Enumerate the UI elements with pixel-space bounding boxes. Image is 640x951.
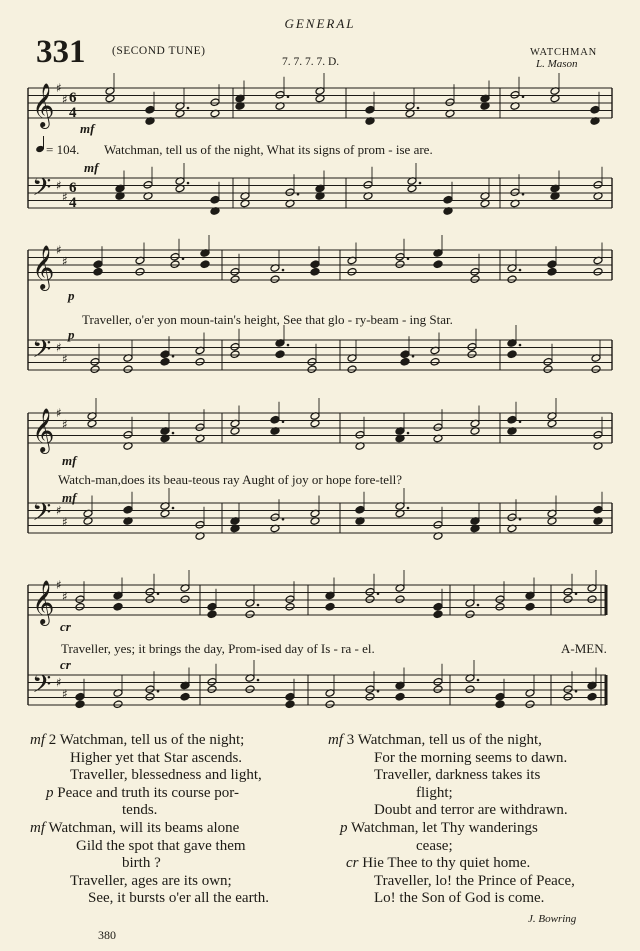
dot-icon <box>172 355 175 358</box>
verse-line <box>328 873 575 891</box>
verse-line-text: Traveller, darkness takes its <box>374 767 541 784</box>
note-head <box>591 365 601 374</box>
note-head <box>365 105 375 114</box>
note-head <box>510 188 520 197</box>
note-head <box>325 602 335 611</box>
treble-staff <box>28 73 612 129</box>
note-head <box>285 692 295 701</box>
verse-dynamic-mark: mf <box>328 732 343 748</box>
sharp-icon: ♯ <box>56 178 62 193</box>
note-head <box>547 267 557 276</box>
dot-icon <box>575 592 578 595</box>
note-head <box>145 595 155 604</box>
verse-dynamic-mark: p <box>340 819 348 836</box>
dot-icon <box>519 420 522 423</box>
note-head <box>433 423 443 432</box>
note-head <box>145 105 155 114</box>
note-head <box>430 357 440 366</box>
verse-line-text: For the morning seems to dawn. <box>374 749 568 766</box>
note-head <box>433 520 443 529</box>
sharp-icon: ♯ <box>62 514 68 529</box>
bass-staff <box>28 163 612 215</box>
dot-icon <box>377 690 380 693</box>
verse-line <box>30 855 269 873</box>
verse-line <box>30 820 269 838</box>
sharp-icon: ♯ <box>56 406 62 420</box>
dot-icon <box>519 344 522 347</box>
treble-staff <box>28 235 612 291</box>
dot-icon <box>575 690 578 693</box>
note-head <box>593 505 603 514</box>
note-head <box>365 587 375 596</box>
second-tune-label: (SECOND TUNE) <box>112 45 206 57</box>
note-head <box>230 342 240 351</box>
note-head <box>433 685 443 694</box>
note-head <box>495 595 505 604</box>
note-head <box>563 692 573 701</box>
verse-line-text: Gild the spot that gave them <box>76 837 246 854</box>
note-head <box>433 610 443 619</box>
verse-line-text: See, it bursts o'er all the earth. <box>88 890 269 907</box>
treble-clef-icon: 𝄞 <box>32 580 55 624</box>
music-system-2 <box>28 235 612 374</box>
verse-line <box>30 873 269 891</box>
note-head <box>395 595 405 604</box>
verse-line-text: Higher yet that Star ascends. <box>70 749 243 766</box>
note-head <box>170 260 180 269</box>
sharp-icon: ♯ <box>62 189 68 204</box>
note-head <box>355 505 365 514</box>
verse-3 <box>328 732 575 908</box>
dot-icon <box>282 269 285 272</box>
note-head <box>325 700 335 709</box>
note-head <box>433 260 443 269</box>
verse-dynamic-mark: mf <box>30 819 45 836</box>
note-head <box>465 685 475 694</box>
verse-line <box>30 767 269 785</box>
verse-line-text: Hie Thee to thy quiet home. <box>362 855 531 872</box>
note-head <box>365 692 375 701</box>
verse-line-text: tends. <box>122 802 158 819</box>
dot-icon <box>419 182 422 185</box>
note-head <box>135 267 145 276</box>
page-number: 380 <box>98 928 116 942</box>
note-head <box>143 180 153 189</box>
verse-line <box>30 785 269 803</box>
treble-staff <box>28 570 606 626</box>
note-head <box>470 267 480 276</box>
sharp-icon: ♯ <box>62 686 68 701</box>
verse-line <box>30 838 269 856</box>
verse-line-text: Traveller, blessedness and light, <box>70 767 262 784</box>
verse-line <box>328 785 575 803</box>
note-head <box>543 365 553 374</box>
music-system-4 <box>28 570 606 709</box>
note-head <box>245 610 255 619</box>
lyric-line: Traveller, yes; it brings the day, Prom-ised day of Is - ra - el. <box>61 641 375 656</box>
verse-number: 3 <box>346 732 355 748</box>
dot-icon <box>282 518 285 521</box>
time-sig-top: 6 <box>69 180 77 196</box>
lyric-line: Watchman, tell us of the night, What its signs of prom - ise are. <box>104 142 433 157</box>
verse-line <box>328 890 575 908</box>
note-head <box>285 700 295 709</box>
bass-clef-icon: 𝄢 <box>32 498 52 533</box>
note-head <box>285 595 295 604</box>
meter-label: 7. 7. 7. 7. D. <box>282 56 340 68</box>
treble-staff <box>28 398 612 454</box>
note-head <box>75 595 85 604</box>
verse-line-text: Doubt and terror are withdrawn. <box>374 802 568 819</box>
note-head <box>93 267 103 276</box>
note-head <box>170 252 180 261</box>
sharp-icon: ♯ <box>56 81 62 95</box>
bass-clef-icon: 𝄢 <box>32 173 52 208</box>
note-head <box>285 188 295 197</box>
verse-dynamic-mark: p <box>46 784 54 801</box>
amen-text: A-MEN. <box>561 641 607 656</box>
note-head <box>400 350 410 359</box>
note-head <box>395 692 405 701</box>
dot-icon <box>187 107 190 110</box>
note-head <box>270 275 280 284</box>
note-head <box>395 260 405 269</box>
tune-name: WATCHMAN <box>530 47 598 58</box>
verse-line <box>30 890 269 908</box>
note-head <box>75 700 85 709</box>
dot-icon <box>287 95 290 98</box>
note-head <box>507 513 517 522</box>
note-head <box>525 602 535 611</box>
treble-clef-icon: 𝄞 <box>32 83 55 127</box>
dynamic-mark-treble: mf <box>62 453 77 468</box>
note-head <box>495 700 505 709</box>
verse-line-text: Traveller, lo! the Prince of Peace, <box>374 872 575 889</box>
note-head <box>230 275 240 284</box>
note-head <box>563 685 573 694</box>
verse-line <box>30 732 269 750</box>
note-head <box>75 602 85 611</box>
verse-number: 2 <box>48 732 57 748</box>
note-head <box>507 350 517 359</box>
note-head <box>347 365 357 374</box>
dot-icon <box>187 182 190 185</box>
verse-line <box>328 838 575 856</box>
note-head <box>593 267 603 276</box>
dynamic-mark-treble: cr <box>60 619 71 634</box>
time-sig-bottom: 4 <box>69 105 77 121</box>
verse-line <box>328 855 575 873</box>
dot-icon <box>477 679 480 682</box>
sharp-icon: ♯ <box>56 340 62 355</box>
verse-line <box>328 732 575 750</box>
note-head <box>307 357 317 366</box>
note-head <box>495 692 505 701</box>
note-head <box>365 685 375 694</box>
note-head <box>93 260 103 269</box>
verse-line-text: Watchman, will its beams alone <box>48 819 240 836</box>
verse-line-text: Watchman, tell us of the night; <box>59 732 245 748</box>
note-head <box>145 692 155 701</box>
verse-line <box>328 750 575 768</box>
verse-line-text: Peace and truth its course por- <box>57 784 239 801</box>
note-head <box>230 267 240 276</box>
note-head <box>90 365 100 374</box>
note-head <box>123 505 133 514</box>
dot-icon <box>412 355 415 358</box>
bass-staff <box>28 660 606 709</box>
verse-line <box>30 802 269 820</box>
note-head <box>310 267 320 276</box>
note-head <box>347 267 357 276</box>
verse-2 <box>30 732 269 908</box>
sharp-icon: ♯ <box>62 351 68 366</box>
note-head <box>180 692 190 701</box>
dynamic-mark-treble: mf <box>80 121 95 136</box>
note-head <box>207 685 217 694</box>
dynamic-mark-bass: p <box>68 327 75 342</box>
bass-staff <box>28 325 612 374</box>
note-head <box>275 350 285 359</box>
note-head <box>123 430 133 439</box>
dot-icon <box>522 193 525 196</box>
tempo-mark: = 104. <box>46 142 80 157</box>
dot-icon <box>407 507 410 510</box>
note-head <box>525 700 535 709</box>
note-head <box>563 587 573 596</box>
note-head <box>543 357 553 366</box>
note-head <box>123 365 133 374</box>
dot-icon <box>172 507 175 510</box>
note-head <box>160 350 170 359</box>
verse-line-text: Watchman, let Thy wanderings <box>350 819 538 836</box>
author-credit: J. Bowring <box>528 913 577 925</box>
note-head <box>587 595 597 604</box>
note-head <box>547 260 557 269</box>
sharp-icon: ♯ <box>56 578 62 592</box>
note-head <box>90 357 100 366</box>
dynamic-mark-bass: mf <box>62 490 77 505</box>
note-head <box>207 677 217 686</box>
note-head <box>365 595 375 604</box>
treble-clef-icon: 𝄞 <box>32 408 55 452</box>
composer-name: L. Mason <box>536 58 578 70</box>
sharp-icon: ♯ <box>62 92 68 107</box>
note-head <box>470 275 480 284</box>
verse-line <box>328 767 575 785</box>
section-title: GENERAL <box>284 16 356 31</box>
note-head <box>145 685 155 694</box>
verse-line <box>30 750 269 768</box>
note-head <box>593 180 603 189</box>
dot-icon <box>377 592 380 595</box>
verse-line-text: flight; <box>416 784 453 801</box>
sharp-icon: ♯ <box>56 243 62 257</box>
note-head <box>395 252 405 261</box>
time-sig-bottom: 4 <box>69 195 77 211</box>
dot-icon <box>407 432 410 435</box>
sharp-icon: ♯ <box>62 254 68 269</box>
note-head <box>270 513 280 522</box>
dot-icon <box>522 95 525 98</box>
verse-line-text: cease; <box>416 837 453 854</box>
verse-line <box>328 820 575 838</box>
note-head <box>75 692 85 701</box>
note-head <box>465 610 475 619</box>
dot-icon <box>477 604 480 607</box>
dot-icon <box>157 592 160 595</box>
dynamic-mark-bass: cr <box>60 657 71 672</box>
verse-dynamic-mark: mf <box>30 732 45 748</box>
note-head <box>445 98 455 107</box>
note-head <box>160 357 170 366</box>
note-head <box>207 610 217 619</box>
note-head <box>113 700 123 709</box>
dot-icon <box>519 518 522 521</box>
note-head <box>210 98 220 107</box>
dynamic-mark-treble: p <box>68 288 75 303</box>
note-head <box>245 685 255 694</box>
note-head <box>590 105 600 114</box>
hymn-number: 331 <box>36 34 86 70</box>
note-head <box>433 602 443 611</box>
note-head <box>467 350 477 359</box>
sharp-icon: ♯ <box>56 503 62 518</box>
note-head <box>230 350 240 359</box>
verse-line-text: Lo! the Son of God is come. <box>374 890 545 907</box>
note-head <box>593 430 603 439</box>
lyric-line: Watch-man,does its beau-teous ray Aught of joy or hope fore-tell? <box>58 472 403 487</box>
note-head <box>400 357 410 366</box>
verse-line-text: Traveller, ages are its own; <box>70 872 232 889</box>
music-system-3 <box>28 398 612 540</box>
dot-icon <box>282 420 285 423</box>
note-head <box>195 423 205 432</box>
note-head <box>285 602 295 611</box>
note-head <box>510 90 520 99</box>
note-head <box>113 602 123 611</box>
dot-icon <box>519 269 522 272</box>
bass-staff <box>28 488 612 540</box>
note-head <box>443 195 453 204</box>
treble-clef-icon: 𝄞 <box>32 245 55 289</box>
dot-icon <box>417 107 420 110</box>
sharp-icon: ♯ <box>62 589 68 604</box>
dot-icon <box>172 432 175 435</box>
note-head <box>195 357 205 366</box>
note-head <box>210 195 220 204</box>
note-head <box>467 342 477 351</box>
bass-clef-icon: 𝄢 <box>32 335 52 370</box>
note-head <box>310 260 320 269</box>
dot-icon <box>157 690 160 693</box>
sharp-icon: ♯ <box>62 417 68 432</box>
dot-icon <box>407 257 410 260</box>
verse-dynamic-mark: cr <box>346 855 359 872</box>
note-head <box>145 587 155 596</box>
note-head <box>200 260 210 269</box>
note-head <box>563 595 573 604</box>
dot-icon <box>182 257 185 260</box>
note-head <box>587 692 597 701</box>
dot-icon <box>257 679 260 682</box>
time-sig-top: 6 <box>69 90 77 106</box>
note-head <box>507 415 517 424</box>
verse-line-text: Watchman, tell us of the night, <box>357 732 542 748</box>
note-head <box>363 180 373 189</box>
note-head <box>270 415 280 424</box>
bass-clef-icon: 𝄢 <box>32 670 52 705</box>
note-head <box>275 90 285 99</box>
verse-line <box>328 802 575 820</box>
note-head <box>433 677 443 686</box>
note-head <box>195 520 205 529</box>
note-head <box>495 602 505 611</box>
note-head <box>355 430 365 439</box>
verse-line-text: birth ? <box>122 855 161 872</box>
sharp-icon: ♯ <box>56 675 62 690</box>
note-head <box>507 275 517 284</box>
dynamic-mark-bass: mf <box>84 160 99 175</box>
note-head <box>307 365 317 374</box>
dot-icon <box>257 604 260 607</box>
note-head <box>207 602 217 611</box>
lyric-line: Traveller, o'er yon moun-tain's height, See that glo - ry-beam - ing Star. <box>82 312 453 327</box>
dot-icon <box>297 193 300 196</box>
dot-icon <box>287 344 290 347</box>
note-head <box>180 595 190 604</box>
